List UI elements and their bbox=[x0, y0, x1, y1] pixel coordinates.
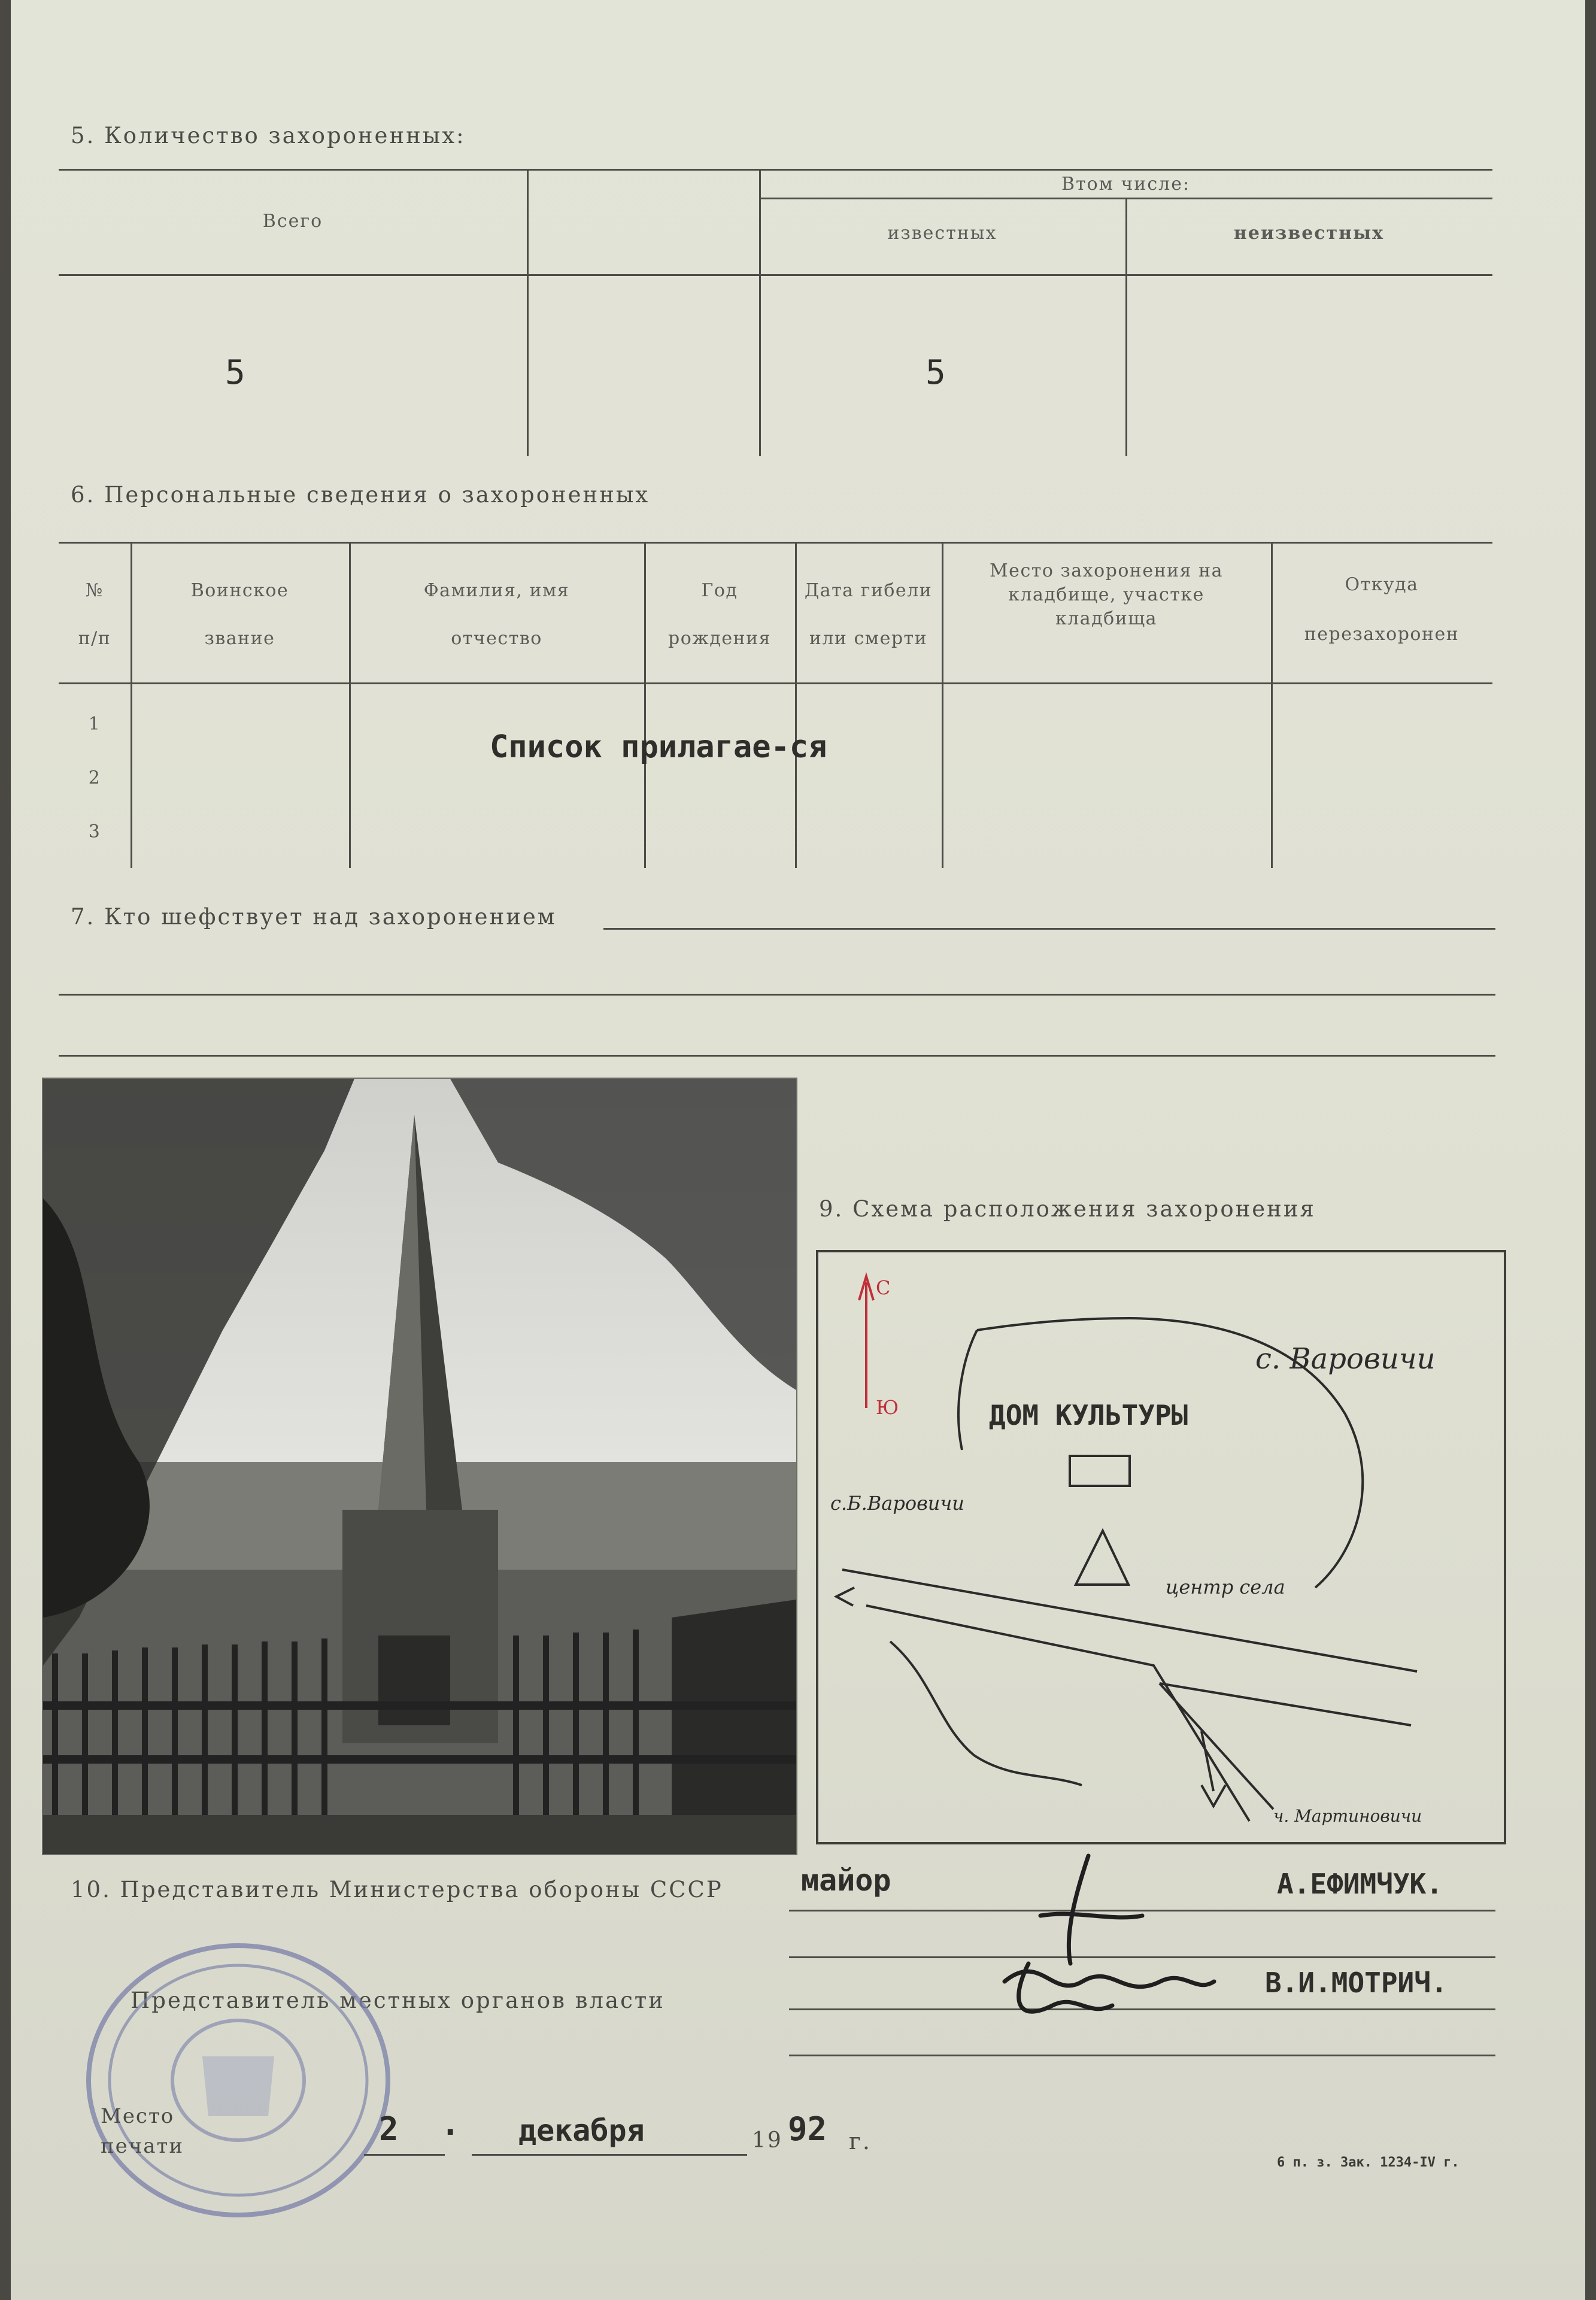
row-number-1: 1 bbox=[88, 714, 101, 735]
stamp-place-line2: печати bbox=[101, 2134, 184, 2158]
handwritten-signature bbox=[933, 1844, 1220, 2035]
hdr-place-2: кладбище, участке bbox=[1008, 584, 1204, 605]
date-year-suffix: г. bbox=[849, 2128, 872, 2155]
hdr-from-1: Откуда bbox=[1345, 574, 1419, 595]
table5-top-rule bbox=[59, 169, 1492, 171]
document-sheet bbox=[11, 0, 1585, 2300]
mod-representative-label: 10. Представитель Министерства обороны СССР bbox=[71, 1877, 723, 1902]
date-day: 2 bbox=[379, 2110, 399, 2148]
date-month-line bbox=[472, 2154, 747, 2156]
local-signature-line-2 bbox=[789, 2055, 1495, 2056]
date-separator: · bbox=[441, 2113, 460, 2151]
village-center-label: центр села bbox=[1166, 1576, 1285, 1598]
hdr-place-3: кладбища bbox=[1055, 608, 1157, 629]
monument-photo-image bbox=[43, 1079, 796, 1854]
date-day-line bbox=[364, 2154, 445, 2156]
patron-line-1 bbox=[603, 928, 1495, 930]
col-unknown-label: неизвестных bbox=[1233, 223, 1385, 244]
local-representative-label: Представитель местных органов власти bbox=[131, 1988, 665, 2013]
table6-header-rule bbox=[59, 682, 1492, 684]
burial-monument-symbol bbox=[1076, 1531, 1128, 1585]
table6-top-rule bbox=[59, 542, 1492, 544]
compass-north-label: С bbox=[876, 1276, 891, 1299]
hdr-birth-2: рождения bbox=[667, 628, 771, 649]
section9-title: 9. Схема расположения захоронения bbox=[819, 1196, 1316, 1222]
main-road-edge bbox=[866, 1606, 1249, 1821]
village-label: с. Варовичи bbox=[1255, 1342, 1436, 1376]
official-stamp bbox=[77, 1937, 400, 2224]
house-of-culture-label: ДОМ КУЛЬТУРЫ bbox=[989, 1399, 1188, 1431]
hdr-rank-2: звание bbox=[204, 628, 275, 649]
scheme-drawing bbox=[818, 1252, 1504, 1842]
house-of-culture-outline bbox=[1070, 1456, 1130, 1486]
hdr-place-1: Место захоронения на bbox=[989, 560, 1224, 581]
printer-mark: 6 п. з. Зак. 1234-IV г. bbox=[1277, 2155, 1460, 2170]
section6-title: 6. Персональные сведения о захороненных bbox=[71, 482, 650, 508]
table5-header-rule bbox=[59, 274, 1492, 276]
left-road-arrow bbox=[836, 1588, 854, 1606]
burial-location-scheme bbox=[816, 1250, 1506, 1844]
bottom-road-label: ч. Мартиновичи bbox=[1273, 1806, 1422, 1826]
mod-representative-name: А.ЕФИМЧУК. bbox=[1277, 1868, 1443, 1900]
hdr-num-1: № bbox=[86, 580, 104, 601]
table5-divider bbox=[759, 169, 761, 456]
hdr-death-1: Дата гибели bbox=[804, 580, 933, 601]
col-total-label: Всего bbox=[262, 211, 323, 232]
local-representative-name: В.И.МОТРИЧ. bbox=[1265, 1967, 1448, 1999]
value-total: 5 bbox=[225, 353, 245, 392]
section5-title: 5. Количество захороненных: bbox=[71, 123, 466, 148]
stamp-place-line1: Место bbox=[101, 2104, 175, 2128]
left-road-label: с.Б.Варовичи bbox=[830, 1492, 964, 1515]
hdr-name-2: отчество bbox=[451, 628, 542, 649]
row-number-3: 3 bbox=[88, 821, 101, 842]
date-year: 92 bbox=[788, 2110, 827, 2148]
hdr-death-2: или смерти bbox=[809, 628, 928, 649]
mod-representative-rank: майор bbox=[801, 1863, 891, 1898]
stamp-image bbox=[77, 1937, 400, 2224]
date-month: декабря bbox=[518, 2113, 645, 2148]
patron-line-3 bbox=[59, 1055, 1495, 1057]
attached-list-note: Список прилагае-ся bbox=[490, 729, 827, 765]
hdr-num-2: п/п bbox=[78, 628, 111, 649]
section7-title: 7. Кто шефствует над захоронением bbox=[71, 904, 557, 930]
hdr-birth-1: Год bbox=[701, 580, 738, 601]
table5-divider bbox=[527, 169, 529, 456]
hdr-name-1: Фамилия, имя bbox=[423, 580, 570, 601]
value-known: 5 bbox=[926, 353, 946, 392]
col-including-label: Втом числе: bbox=[1061, 174, 1191, 195]
compass-south-label: Ю bbox=[876, 1396, 899, 1419]
hdr-rank-1: Воинское bbox=[190, 580, 289, 601]
monument-photo bbox=[42, 1078, 797, 1855]
row-number-2: 2 bbox=[88, 767, 101, 788]
hdr-from-2: перезахоронен bbox=[1304, 624, 1460, 645]
col-known-label: известных bbox=[887, 223, 997, 244]
patron-line-2 bbox=[59, 994, 1495, 996]
date-century: 19 bbox=[752, 2128, 783, 2153]
